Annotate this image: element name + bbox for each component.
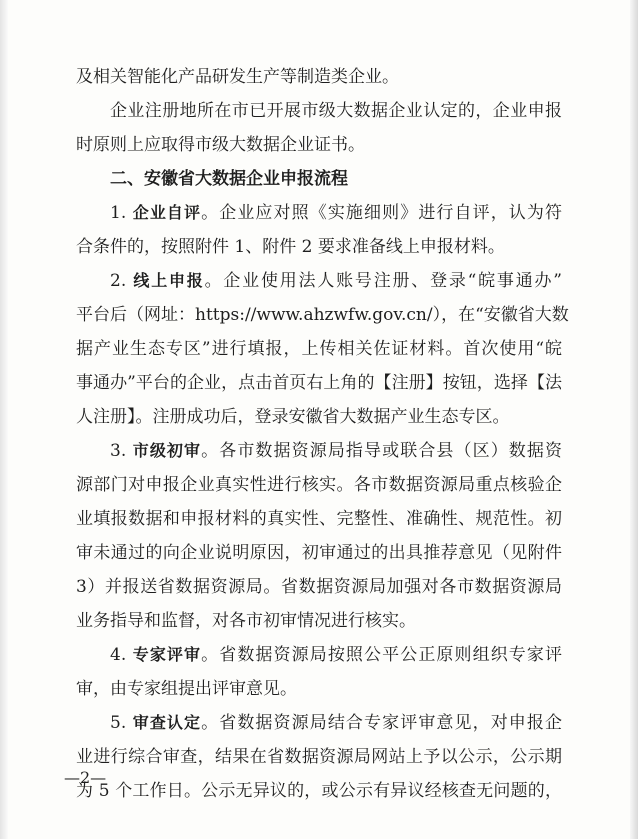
step-number: 2.: [110, 271, 134, 291]
step-label: 企业自评: [132, 203, 202, 222]
text-line: 业填报数据和申报材料的真实性、完整性、准确性、规范性。初: [76, 509, 562, 529]
step-text: 。企业使用法人账号注册、登录“皖事通办”: [204, 271, 562, 291]
text-line: 为 5 个工作日。公示无异议的，或公示有异议经核查无问题的，: [76, 781, 562, 801]
step-1-first-line: [76, 196, 562, 230]
step-number: 3.: [110, 441, 133, 461]
text-line: 企业注册地所在市已开展市级大数据企业认定的，企业申报: [110, 101, 562, 121]
step-label: 专家评审: [132, 645, 202, 664]
text-line: 业进行综合审查，结果在省数据资源局网站上予以公示，公示期: [76, 747, 562, 767]
text-line: 审未通过的向企业说明原因，初审通过的出具推荐意见（见附件: [76, 543, 562, 563]
step-label: 线上申报: [133, 271, 205, 290]
step-text: 。省数据资源局按照公平公正原则组织专家评: [201, 645, 563, 665]
page-number: —2—: [64, 768, 107, 787]
step-text: 。省数据资源局结合专家评审意见，对申报企: [201, 713, 563, 733]
step-2-first-line: [76, 264, 562, 298]
text-line: 平台后（网址：https://www.ahzwfw.gov.cn/），在“安徽省大数: [76, 305, 569, 325]
step-4-first-line: [76, 638, 562, 672]
step-label: 审查认定: [132, 713, 202, 732]
step-text: 。企业应对照《实施细则》进行自评，认为符: [201, 203, 563, 223]
text-line: 人注册】。注册成功后，登录安徽省大数据产业生态专区。: [76, 407, 510, 427]
text-line: 业务指导和监督，对各市初审情况进行核实。: [76, 611, 416, 631]
text-line: 及相关智能化产品研发生产等制造类企业。: [76, 67, 399, 87]
page-right-shadow: [630, 0, 638, 839]
step-text: 。各市数据资源局指导或联合县（区）数据资: [201, 441, 563, 461]
section-heading: 二、安徽省大数据企业申报流程: [110, 169, 348, 189]
text-line: 据产业生态专区”进行填报，上传相关佐证材料。首次使用“皖: [76, 339, 562, 359]
text-line: 审，由专家组提出评审意见。: [76, 679, 297, 699]
page-left-shadow: [0, 0, 8, 839]
text-line: 时原则上应取得市级大数据企业证书。: [76, 135, 365, 155]
text-line: 3）并报送省数据资源局。省数据资源局加强对各市数据资源局: [76, 577, 562, 597]
step-number: 1.: [110, 203, 133, 223]
step-number: 4.: [110, 645, 133, 665]
text-line: 事通办”平台的企业，点击首页右上角的【注册】按钮，选择【法: [76, 373, 562, 393]
step-3-first-line: [76, 434, 562, 468]
step-label: 市级初审: [132, 441, 202, 460]
text-line: 源部门对申报企业真实性进行核实。各市数据资源局重点核验企: [76, 475, 562, 495]
step-number: 5.: [110, 713, 133, 733]
step-5-first-line: [76, 706, 562, 740]
body-text: [76, 60, 569, 808]
text-line: 合条件的，按照附件 1、附件 2 要求准备线上申报材料。: [76, 237, 505, 257]
